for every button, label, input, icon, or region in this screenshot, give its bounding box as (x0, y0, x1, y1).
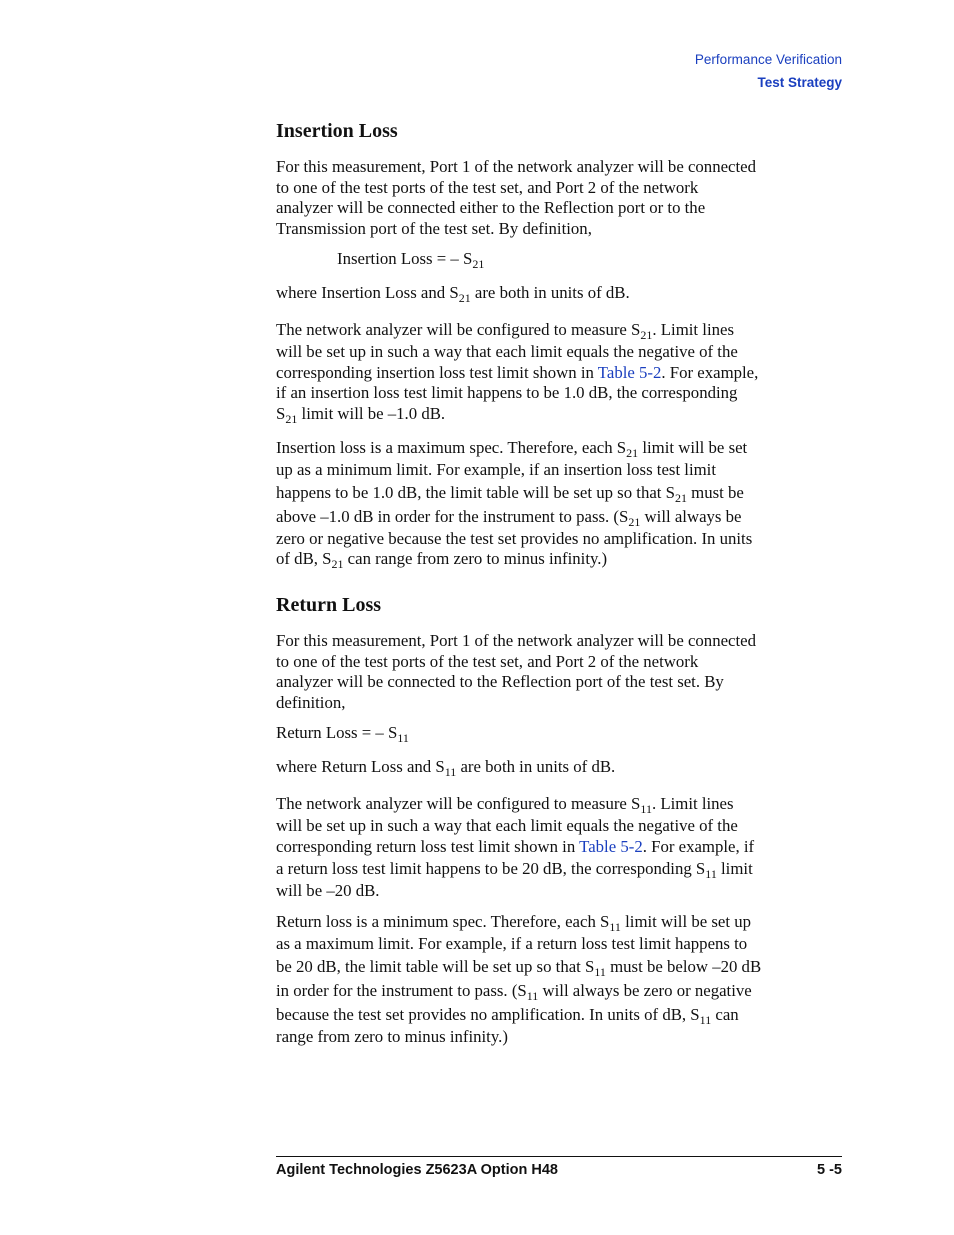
equation-text: Return Loss = – S (276, 723, 398, 742)
subscript: 11 (640, 802, 652, 816)
text-run: where Insertion Loss and S (276, 283, 459, 302)
insertion-config-paragraph (276, 318, 842, 424)
footer-rule (276, 1156, 842, 1157)
text-run: . Limit lines (651, 794, 734, 813)
insertion-units-paragraph (276, 283, 842, 304)
text-run: limit (716, 859, 753, 879)
text-run: happens to be 1.0 dB, the limit table will be set up so that S (276, 482, 675, 502)
text-line: For this measurement, Port 1 of the network analyzer will be connected (276, 631, 756, 650)
subscript: 11 (444, 765, 457, 779)
text-run: where Return Loss and S (276, 757, 445, 776)
text-line: Transmission port of the test set. By definition, (276, 218, 592, 238)
text-run: will always be (640, 506, 742, 526)
text-line: up as a minimum limit. For example, if an insertion loss test limit (276, 460, 716, 479)
text-run: are both in units of dB. (456, 757, 616, 776)
text-run: corresponding return loss test limit shown in (276, 836, 580, 856)
return-intro-paragraph (276, 631, 842, 713)
text-run: can (711, 1004, 739, 1024)
subscript: 11 (594, 964, 606, 979)
text-run: limit will be –1.0 dB. (297, 403, 446, 423)
text-run: a return loss test limit happens to be 20 dB, the corresponding S (276, 859, 706, 879)
text-run: The network analyzer will be configured to measure S (276, 320, 641, 339)
text-run: limit will be set up (620, 912, 751, 931)
table-5-2-link[interactable]: Table 5-2 (579, 836, 643, 856)
equation-text: Insertion Loss = – S (337, 249, 473, 268)
text-line: as a maximum limit. For example, if a return loss test limit happens to (276, 934, 748, 953)
text-run: . For example, (661, 362, 759, 382)
subscript: 21 (674, 490, 687, 505)
return-units-paragraph (276, 757, 842, 778)
text-run: . For example, if (642, 836, 755, 856)
text-run: corresponding insertion loss test limit shown in (276, 362, 598, 382)
subscript: 11 (397, 731, 409, 745)
text-line: if an insertion loss test limit happens to be 1.0 dB, the corresponding (276, 383, 738, 403)
text-run: can range from zero to minus infinity.) (343, 549, 608, 569)
subscript: 21 (472, 257, 485, 271)
insertion-loss-heading: Insertion Loss (276, 120, 398, 142)
text-line: will be set up in such a way that each limit equals the negative of the (276, 816, 738, 835)
footer-document-title: Agilent Technologies Z5623A Option H48 (276, 1162, 558, 1178)
header-section-link[interactable]: Test Strategy (757, 75, 842, 90)
text-run: Return loss is a minimum spec. Therefore, each S (276, 912, 610, 931)
table-5-2-link[interactable]: Table 5-2 (597, 362, 662, 382)
return-spec-paragraph (276, 910, 842, 1047)
text-run: are both in units of dB. (470, 283, 630, 302)
text-run: must be below –20 dB (605, 956, 762, 976)
text-run: will always be zero or negative (538, 980, 752, 1000)
text-line: analyzer will be connected either to the Reflection port or to the (276, 198, 706, 218)
insertion-spec-paragraph (276, 436, 842, 570)
text-line: will be –20 dB. (276, 881, 380, 901)
text-run: be 20 dB, the limit table will be set up so that S (276, 956, 595, 976)
subscript: 11 (705, 867, 717, 882)
text-line: analyzer will be connected to the Reflection port of the test set. By (276, 672, 724, 692)
subscript: 11 (699, 1012, 712, 1027)
text-run: of dB, S (276, 549, 332, 569)
text-run: in order for the instrument to pass. (S (276, 980, 527, 1000)
subscript: 21 (458, 291, 471, 305)
text-run: above –1.0 dB in order for the instrument to pass. (S (276, 506, 629, 526)
text-line: definition, (276, 692, 346, 712)
footer-page-number: 5 -5 (817, 1162, 842, 1178)
subscript: 21 (628, 514, 641, 529)
return-config-paragraph (276, 792, 842, 902)
subscript: 11 (526, 988, 539, 1003)
text-run: . Limit lines (652, 320, 734, 339)
subscript: 21 (626, 446, 639, 460)
text-run: Insertion loss is a maximum spec. Therefore, each S (276, 438, 627, 457)
text-line: will be set up in such a way that each limit equals the negative of the (276, 342, 738, 361)
insertion-intro-paragraph (276, 157, 842, 239)
text-run: The network analyzer will be configured to measure S (276, 794, 641, 813)
header-chapter-link[interactable]: Performance Verification (694, 52, 842, 67)
subscript: 21 (331, 557, 344, 572)
text-line: to one of the test ports of the test set, and Port 2 of the network (276, 651, 699, 671)
subscript: 21 (285, 411, 298, 426)
subscript: 11 (609, 920, 621, 934)
return-loss-heading: Return Loss (276, 594, 382, 616)
text-line: range from zero to minus infinity.) (276, 1026, 508, 1046)
text-line: zero or negative because the test set provides no amplification. In units (276, 528, 753, 548)
subscript: 21 (640, 328, 653, 342)
text-run: must be (686, 482, 744, 502)
text-line: For this measurement, Port 1 of the network analyzer will be connected (276, 157, 756, 176)
text-run: because the test set provides no amplification. In units of dB, S (276, 1004, 700, 1024)
return-loss-equation (276, 723, 842, 744)
text-line: to one of the test ports of the test set, and Port 2 of the network (276, 177, 699, 197)
text-run: S (276, 403, 286, 423)
text-run: limit will be set (638, 438, 748, 457)
insertion-loss-equation (337, 249, 903, 270)
